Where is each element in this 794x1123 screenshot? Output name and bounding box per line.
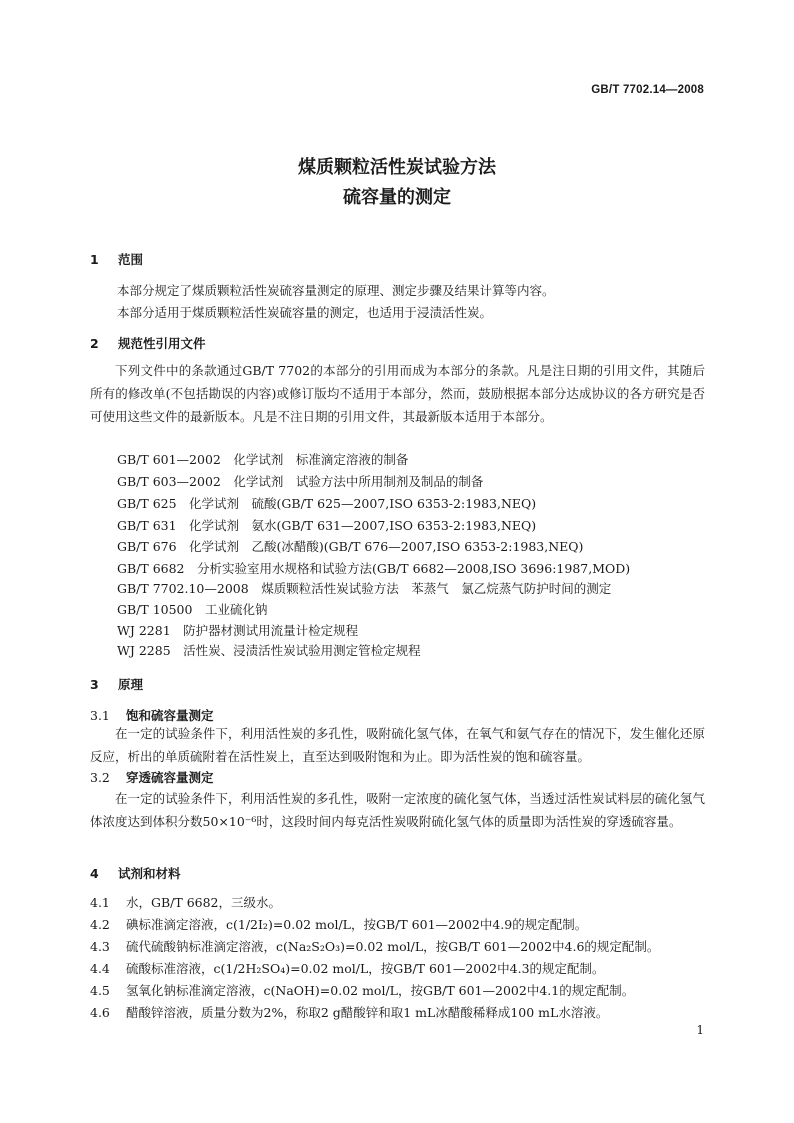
standard-code: GB/T 7702.14—2008 (591, 84, 704, 96)
subsection-3-2-heading (90, 768, 214, 786)
item-number: 4.5 (90, 983, 110, 998)
section-1-para-2: 本部分适用于煤质颗粒活性炭硫容量的测定，也适用于浸渍活性炭。 (117, 305, 493, 320)
reference-item: GB/T 601—2002 化学试剂 标准滴定溶液的制备 (117, 452, 409, 467)
item-number: 4.1 (90, 895, 110, 910)
subsection-title: 饱和硫容量测定 (126, 708, 214, 723)
page-number: 1 (696, 1023, 704, 1037)
item-text: 水，GB/T 6682，三级水。 (126, 895, 282, 910)
reagent-item (90, 893, 281, 911)
section-2-intro: 下列文件中的条款通过GB/T 7702的本部分的引用而成为本部分的条款。凡是注日期的引用文件，其随后所有的修改单(不包括勘误的内容)或修订版均不适用于本部分，然而，鼓励根据本部分达成协议的各方研究是否可使用这些文件的最新版本。凡是不注日期的引用文件，其最新版本适用于本部分。 (90, 363, 705, 424)
reference-item: WJ 2285 活性炭、浸渍活性炭试验用测定管检定规程 (117, 643, 421, 658)
section-2-heading (90, 334, 206, 352)
section-title: 试剂和材料 (118, 866, 181, 881)
section-title: 原理 (118, 677, 144, 692)
section-number: 4 (90, 866, 99, 881)
section-number: 2 (90, 336, 99, 351)
item-text: 醋酸锌溶液，质量分数为2%，称取2 g醋酸锌和取1 mL冰醋酸稀释成100 mL水溶液。 (126, 1005, 609, 1020)
section-title: 范围 (118, 252, 144, 267)
section-title: 规范性引用文件 (118, 336, 206, 351)
reagent-item (90, 915, 587, 933)
item-number: 4.2 (90, 917, 110, 932)
subsection-3-2-text: 在一定的试验条件下，利用活性炭的多孔性，吸附一定浓度的硫化氢气体，当透过活性炭试料层的硫化氢气体浓度达到体积分数50×10⁻⁶时，这段时间内每克活性炭吸附硫化氢气体的质量即为活性炭的穿透硫容量。 (90, 791, 705, 829)
reference-item: GB/T 7702.10—2008 煤质颗粒活性炭试验方法 苯蒸气 氯乙烷蒸气防护时间的测定 (117, 581, 612, 596)
item-number: 4.3 (90, 939, 110, 954)
subsection-number: 3.2 (90, 770, 110, 785)
subsection-number: 3.1 (90, 708, 110, 723)
reference-item: GB/T 6682 分析实验室用水规格和试验方法(GB/T 6682—2008,ISO 3696:1987,MOD) (117, 561, 631, 576)
reference-item: GB/T 10500 工业硫化钠 (117, 602, 268, 617)
item-text: 碘标准滴定溶液，c(1/2I₂)=0.02 mol/L，按GB/T 601—2002中4.9的规定配制。 (126, 917, 588, 932)
section-3-heading (90, 675, 143, 693)
doc-title-line2: 硫容量的测定 (343, 187, 451, 208)
section-number: 1 (90, 252, 99, 267)
section-1-heading (90, 250, 143, 268)
item-text: 氢氧化钠标准滴定溶液，c(NaOH)=0.02 mol/L，按GB/T 601—2002中4.1的规定配制。 (126, 983, 635, 998)
reagent-item (90, 1003, 608, 1021)
subsection-title: 穿透硫容量测定 (126, 770, 214, 785)
reference-item: GB/T 625 化学试剂 硫酸(GB/T 625—2007,ISO 6353-2:1983,NEQ) (117, 496, 537, 511)
item-text: 硫酸标准溶液，c(1/2H₂SO₄)=0.02 mol/L，按GB/T 601—2002中4.3的规定配制。 (126, 961, 605, 976)
item-number: 4.6 (90, 1005, 110, 1020)
doc-title-line1: 煤质颗粒活性炭试验方法 (298, 157, 496, 178)
reagent-item (90, 937, 659, 955)
section-4-heading (90, 864, 181, 882)
subsection-3-1-text: 在一定的试验条件下，利用活性炭的多孔性，吸附硫化氢气体，在氧气和氨气存在的情况下，发生催化还原反应，析出的单质硫附着在活性炭上，直至达到吸附饱和为止。即为活性炭的饱和硫容量。 (90, 726, 705, 764)
item-number: 4.4 (90, 961, 110, 976)
reagent-item (90, 981, 634, 999)
section-number: 3 (90, 677, 99, 692)
reference-item: WJ 2281 防护器材测试用流量计检定规程 (117, 623, 359, 638)
reference-item: GB/T 676 化学试剂 乙酸(冰醋酸)(GB/T 676—2007,ISO 6353-2:1983,NEQ) (117, 539, 584, 554)
reference-item: GB/T 631 化学试剂 氨水(GB/T 631—2007,ISO 6353-2:1983,NEQ) (117, 518, 537, 533)
reagent-item (90, 959, 605, 977)
section-1-para-1: 本部分规定了煤质颗粒活性炭硫容量测定的原理、测定步骤及结果计算等内容。 (117, 283, 555, 298)
item-text: 硫代硫酸钠标准滴定溶液，c(Na₂S₂O₃)=0.02 mol/L，按GB/T 601—2002中4.6的规定配制。 (126, 939, 660, 954)
reference-item: GB/T 603—2002 化学试剂 试验方法中所用制剂及制品的制备 (117, 474, 484, 489)
